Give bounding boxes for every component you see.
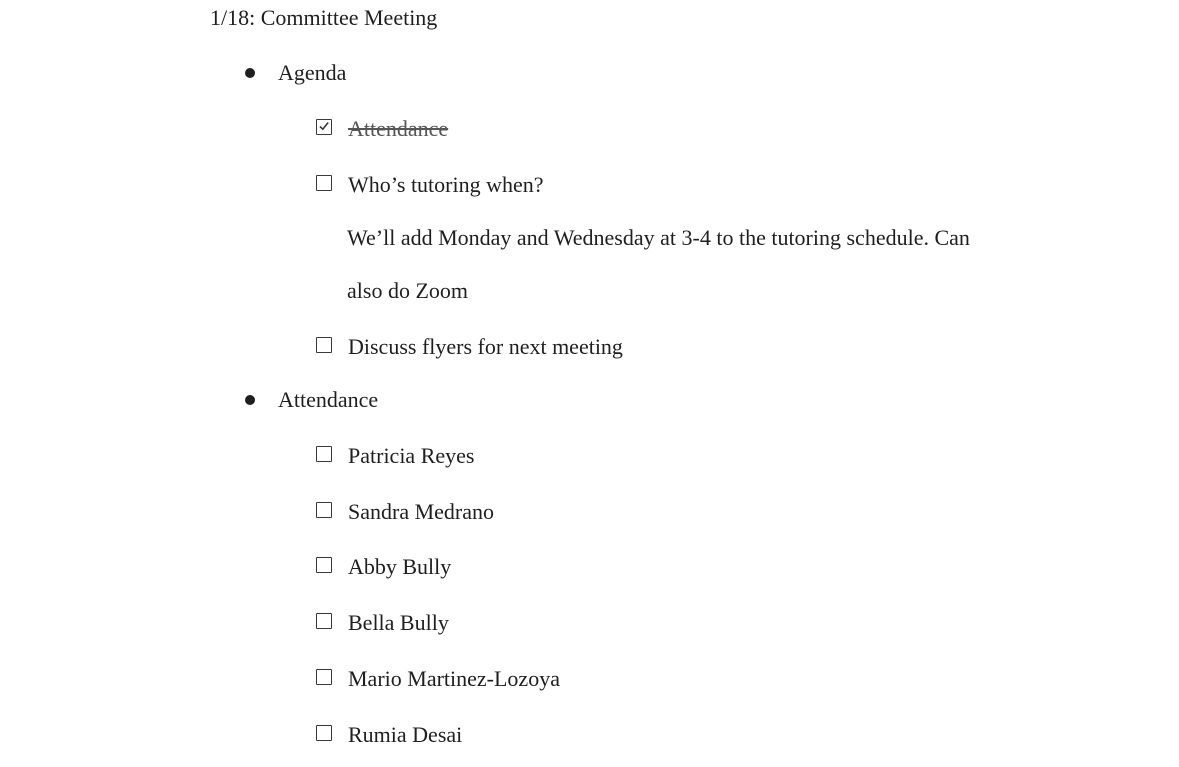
agenda-item-tutoring[interactable]: Who’s tutoring when? [348,172,544,197]
attendee-name[interactable]: Patricia Reyes [348,443,475,468]
checkbox-agenda-flyers[interactable] [316,337,332,353]
attendee-name[interactable]: Rumia Desai [348,722,463,747]
checkbox-agenda-tutoring[interactable] [316,175,332,191]
attendee-name[interactable]: Mario Martinez-Lozoya [348,666,560,691]
section-label-agenda[interactable]: Agenda [278,60,347,85]
tutoring-note-line-2[interactable]: also do Zoom [347,278,468,303]
bullet-dot [245,395,255,405]
tutoring-note-line-1[interactable]: We’ll add Monday and Wednesday at 3-4 to the tutoring schedule. Can [347,225,970,250]
checkbox-attendee[interactable] [316,557,332,573]
attendee-name[interactable]: Bella Bully [348,610,449,635]
checkbox-attendee[interactable] [316,669,332,685]
attendee-name[interactable]: Abby Bully [348,554,452,579]
checkbox-agenda-attendance[interactable] [316,119,332,135]
bullet-dot [245,68,255,78]
agenda-item-flyers[interactable]: Discuss flyers for next meeting [348,334,623,359]
section-label-attendance[interactable]: Attendance [278,387,379,412]
checkmark-icon [318,120,330,132]
agenda-item-attendance[interactable]: Attendance [348,116,449,141]
checkbox-attendee[interactable] [316,502,332,518]
attendee-name[interactable]: Sandra Medrano [348,499,495,524]
checkbox-attendee[interactable] [316,725,332,741]
page-title: 1/18: Committee Meeting [210,5,438,30]
checkbox-attendee[interactable] [316,613,332,629]
checkbox-attendee[interactable] [316,446,332,462]
